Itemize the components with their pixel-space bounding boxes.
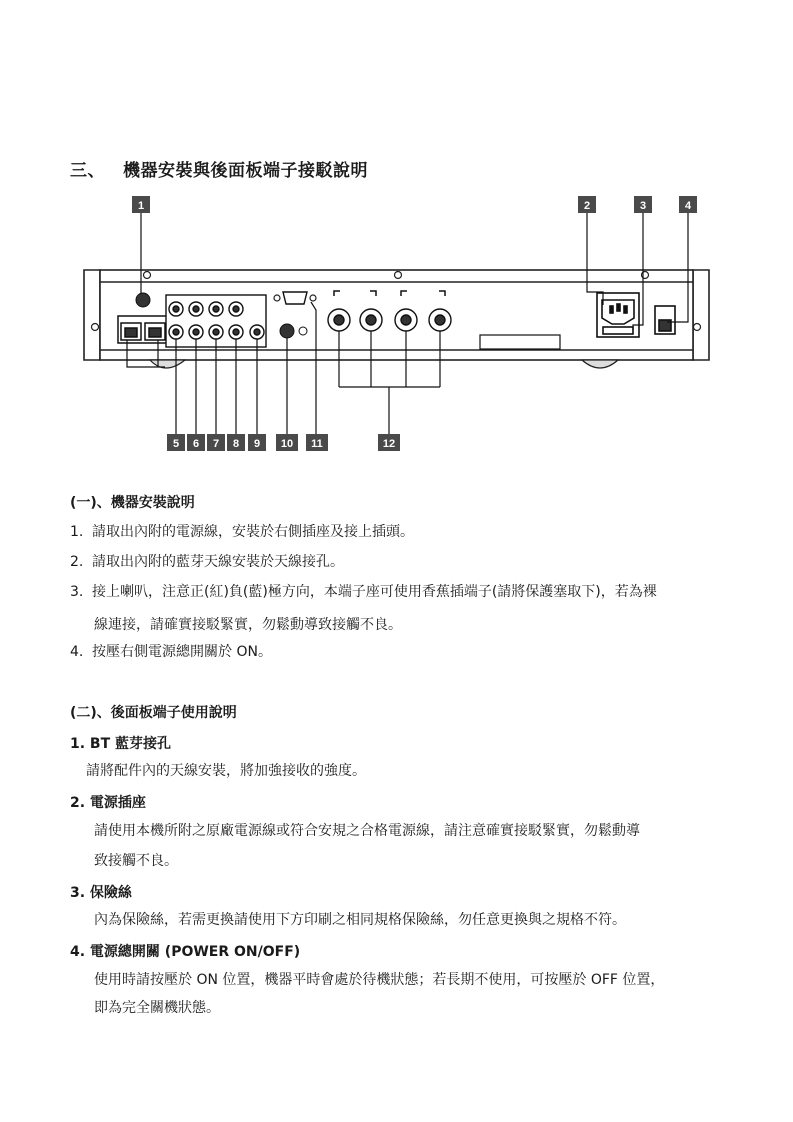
callout-11: 11	[311, 438, 323, 450]
ground-symbol-icon	[299, 327, 307, 335]
install-item-2	[70, 548, 730, 577]
item-number: 4.	[70, 644, 84, 660]
callout-6: 6	[192, 438, 200, 450]
section-title-text: 機器安裝與後面板端子接駁說明	[123, 161, 368, 181]
install-item-3-cont: 線連接，請確實接駁緊實，勿鬆動導致接觸不良。	[94, 617, 402, 633]
callout-12: 12	[382, 438, 396, 450]
callout-9: 9	[253, 438, 261, 450]
callout-bottom-labels	[173, 438, 395, 450]
callout-8: 8	[232, 438, 240, 450]
usage-item-3-title: 3. 保險絲	[70, 885, 132, 901]
item-number: 1.	[70, 524, 84, 540]
usage-item-3-line-1: 內為保險絲，若需更換請使用下方印刷之相同規格保險絲，勿任意更換與之規格不符。	[94, 912, 626, 928]
bt-antenna-jack	[136, 293, 150, 307]
section-number: 三、	[70, 161, 105, 181]
usage-item-4-title: 4. 電源總開關 (POWER ON/OFF)	[70, 944, 301, 960]
callout-4: 4	[684, 200, 692, 212]
section-title	[70, 156, 368, 181]
callout-1: 1	[137, 200, 145, 212]
install-item-3	[70, 578, 730, 607]
usage-heading: (二)、後面板端子使用說明	[70, 705, 237, 721]
callout-7: 7	[212, 438, 220, 450]
usage-item-2-line-1: 請使用本機所附之原廠電源線或符合安規之合格電源線，請注意確實接駁緊實，勿鬆動導	[94, 823, 640, 839]
item-text: 請取出內附的電源線，安裝於右側插座及接上插頭。	[92, 524, 414, 540]
rear-panel-diagram	[0, 190, 793, 460]
install-heading: (一)、機器安裝說明	[70, 495, 195, 511]
service-port	[283, 292, 307, 304]
usage-item-4-line-1: 使用時請按壓於 ON 位置，機器平時會處於待機狀態；若長期不使用，可按壓於 OFF 位置，	[94, 972, 665, 988]
callout-10: 10	[280, 438, 294, 450]
power-switch	[655, 306, 675, 334]
item-text: 請取出內附的藍芽天線安裝於天線接孔。	[92, 554, 344, 570]
item-number: 2.	[70, 554, 84, 570]
ground-terminal	[280, 324, 294, 338]
item-text: 接上喇叭，注意正(紅)負(藍)極方向，本端子座可使用香蕉插端子(請將保護塞取下)，若為裸	[92, 584, 657, 600]
callout-top-labels	[138, 200, 692, 212]
right-foot	[582, 360, 618, 368]
callout-3: 3	[639, 200, 647, 212]
usage-item-2-title: 2. 電源插座	[70, 795, 146, 811]
callout-top-boxes	[132, 196, 697, 213]
install-item-4	[70, 638, 730, 667]
callout-2: 2	[583, 200, 591, 212]
usage-item-2-line-2: 致接觸不良。	[94, 853, 178, 869]
usage-item-1-line-1: 請將配件內的天線安裝，將加強接收的強度。	[86, 763, 366, 779]
item-text: 按壓右側電源總開關於 ON。	[92, 644, 272, 660]
item-number: 3.	[70, 584, 84, 600]
install-item-1	[70, 518, 730, 547]
label-plate	[480, 335, 560, 349]
usage-item-1-title: 1. BT 藍芽接孔	[70, 736, 172, 752]
usage-item-4-line-2: 即為完全關機狀態。	[94, 1000, 220, 1016]
callout-5: 5	[172, 438, 180, 450]
